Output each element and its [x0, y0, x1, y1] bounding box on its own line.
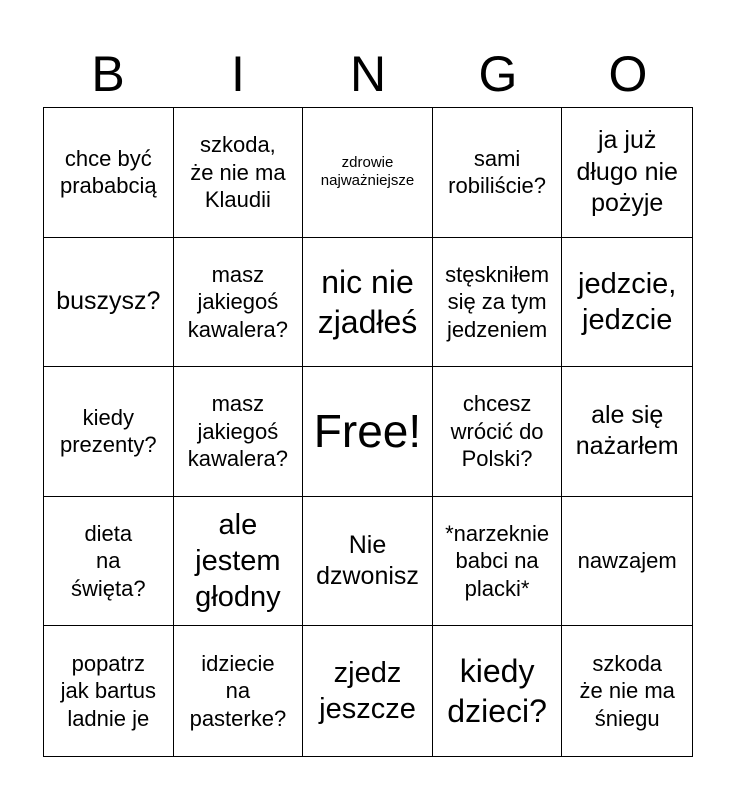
bingo-cell[interactable]: dieta na święta?	[44, 497, 174, 627]
bingo-cell[interactable]: buszysz?	[44, 238, 174, 368]
bingo-cell[interactable]: masz jakiegoś kawalera?	[174, 367, 304, 497]
bingo-cell[interactable]: popatrz jak bartus ladnie je	[44, 626, 174, 756]
bingo-cell[interactable]: nic nie zjadłeś	[303, 238, 433, 368]
free-space-cell[interactable]: Free!	[303, 367, 433, 497]
bingo-cell[interactable]: jedzcie, jedzcie	[562, 238, 692, 368]
bingo-cell[interactable]: chcesz wrócić do Polski?	[433, 367, 563, 497]
bingo-cell[interactable]: szkoda że nie ma śniegu	[579, 650, 675, 731]
bingo-cell[interactable]: ale jestem głodny	[174, 497, 304, 627]
bingo-cell[interactable]: zjedz jeszcze	[303, 626, 433, 756]
bingo-header	[43, 40, 693, 108]
bingo-cell[interactable]: zdrowie najważniejsze	[303, 108, 433, 238]
bingo-cell[interactable]: stęskniłem się za tym jedzeniem	[433, 238, 563, 368]
bingo-cell[interactable]: szkoda, że nie ma Klaudii	[174, 108, 304, 238]
bingo-cell[interactable]: kiedy prezenty?	[44, 367, 174, 497]
header-letter-g: G	[478, 46, 518, 102]
bingo-cell[interactable]: chce być prababcią	[44, 108, 174, 238]
bingo-cell[interactable]: *narzeknie babci na placki*	[433, 497, 563, 627]
header-letter-n: N	[349, 46, 387, 102]
bingo-cell[interactable]: nawzajem	[562, 497, 692, 627]
bingo-cell[interactable]: sami robiliście?	[433, 108, 563, 238]
bingo-cell[interactable]: Nie dzwonisz	[303, 497, 433, 627]
header-letter-i: I	[231, 46, 245, 102]
bingo-grid	[43, 107, 693, 757]
bingo-cell[interactable]: ale się nażarłem	[562, 367, 692, 497]
header-letter-b: B	[91, 46, 125, 102]
bingo-cell[interactable]: ja już długo nie pożyje	[562, 108, 692, 238]
bingo-cell[interactable]: kiedy dzieci?	[433, 626, 563, 756]
header-letter-o: O	[608, 46, 648, 102]
bingo-cell[interactable]: masz jakiegoś kawalera?	[174, 238, 304, 368]
bingo-cell[interactable]: idziecie na pasterke?	[174, 626, 304, 756]
